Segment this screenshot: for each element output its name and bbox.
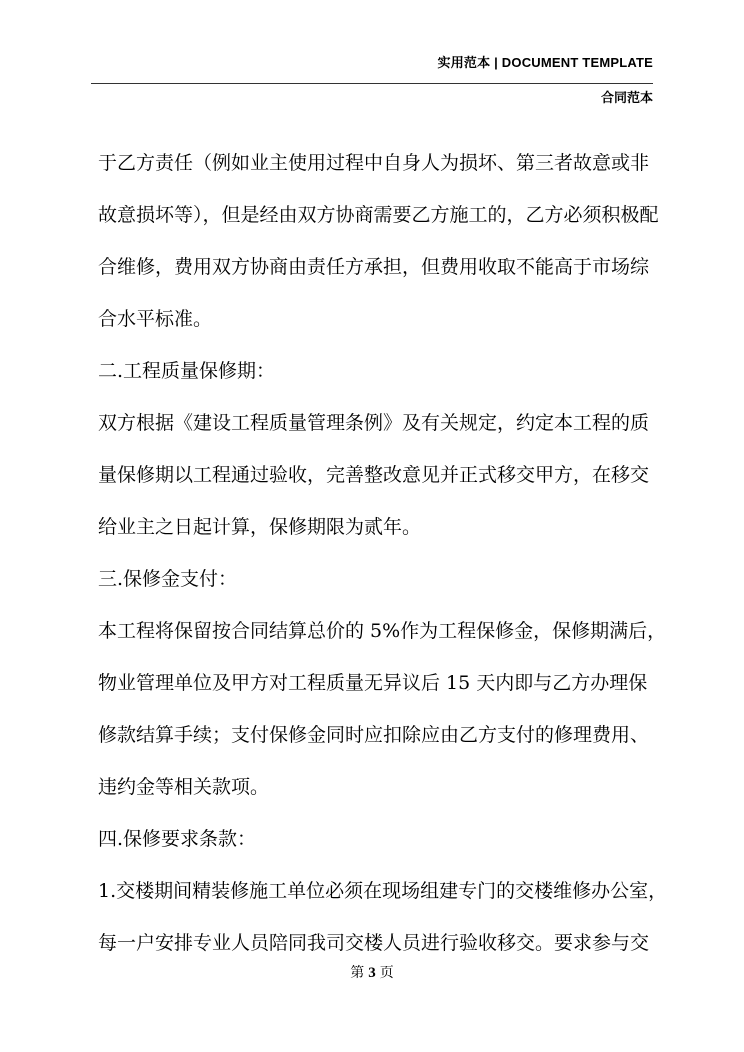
body-line: 量保修期以工程通过验收，完善整改意见并正式移交甲方，在移交	[98, 464, 650, 486]
body-line: 修款结算手续；支付保修金同时应扣除应由乙方支付的修理费用、	[98, 724, 650, 746]
section-heading: 二.工程质量保修期：	[98, 360, 276, 382]
body-line: 合水平标准。	[98, 308, 213, 330]
header-subtitle: 合同范本	[600, 90, 653, 105]
header-divider	[91, 83, 653, 84]
header-title: 实用范本 | DOCUMENT TEMPLATE	[437, 55, 653, 70]
body-line: 每一户安排专业人员陪同我司交楼人员进行验收移交。要求参与交	[98, 932, 650, 954]
body-line: 于乙方责任（例如业主使用过程中自身人为损坏、第三者故意或非	[98, 152, 650, 174]
document-body	[98, 137, 668, 969]
body-line: 物业管理单位及甲方对工程质量无异议后 15 天内即与乙方办理保	[98, 672, 648, 694]
body-line: 1.交楼期间精装修施工单位必须在现场组建专门的交楼维修办公室，	[98, 880, 668, 902]
body-line: 本工程将保留按合同结算总价的 5%作为工程保修金，保修期满后，	[98, 620, 667, 642]
body-line: 双方根据《建设工程质量管理条例》及有关规定，约定本工程的质	[98, 412, 650, 434]
section-heading: 三.保修金支付：	[98, 568, 238, 590]
footer-suffix: 页	[379, 965, 394, 981]
body-line: 故意损坏等），但是经由双方协商需要乙方施工的，乙方必须积极配	[98, 204, 659, 226]
footer-prefix: 第	[350, 965, 365, 981]
section-heading: 四.保修要求条款：	[98, 828, 257, 850]
page-footer	[0, 962, 744, 982]
body-line: 违约金等相关款项。	[98, 776, 270, 798]
body-line: 合维修，费用双方协商由责任方承担，但费用收取不能高于市场综	[98, 256, 650, 278]
page-number: 3	[368, 965, 376, 981]
body-line: 给业主之日起计算，保修期限为贰年。	[98, 516, 422, 538]
